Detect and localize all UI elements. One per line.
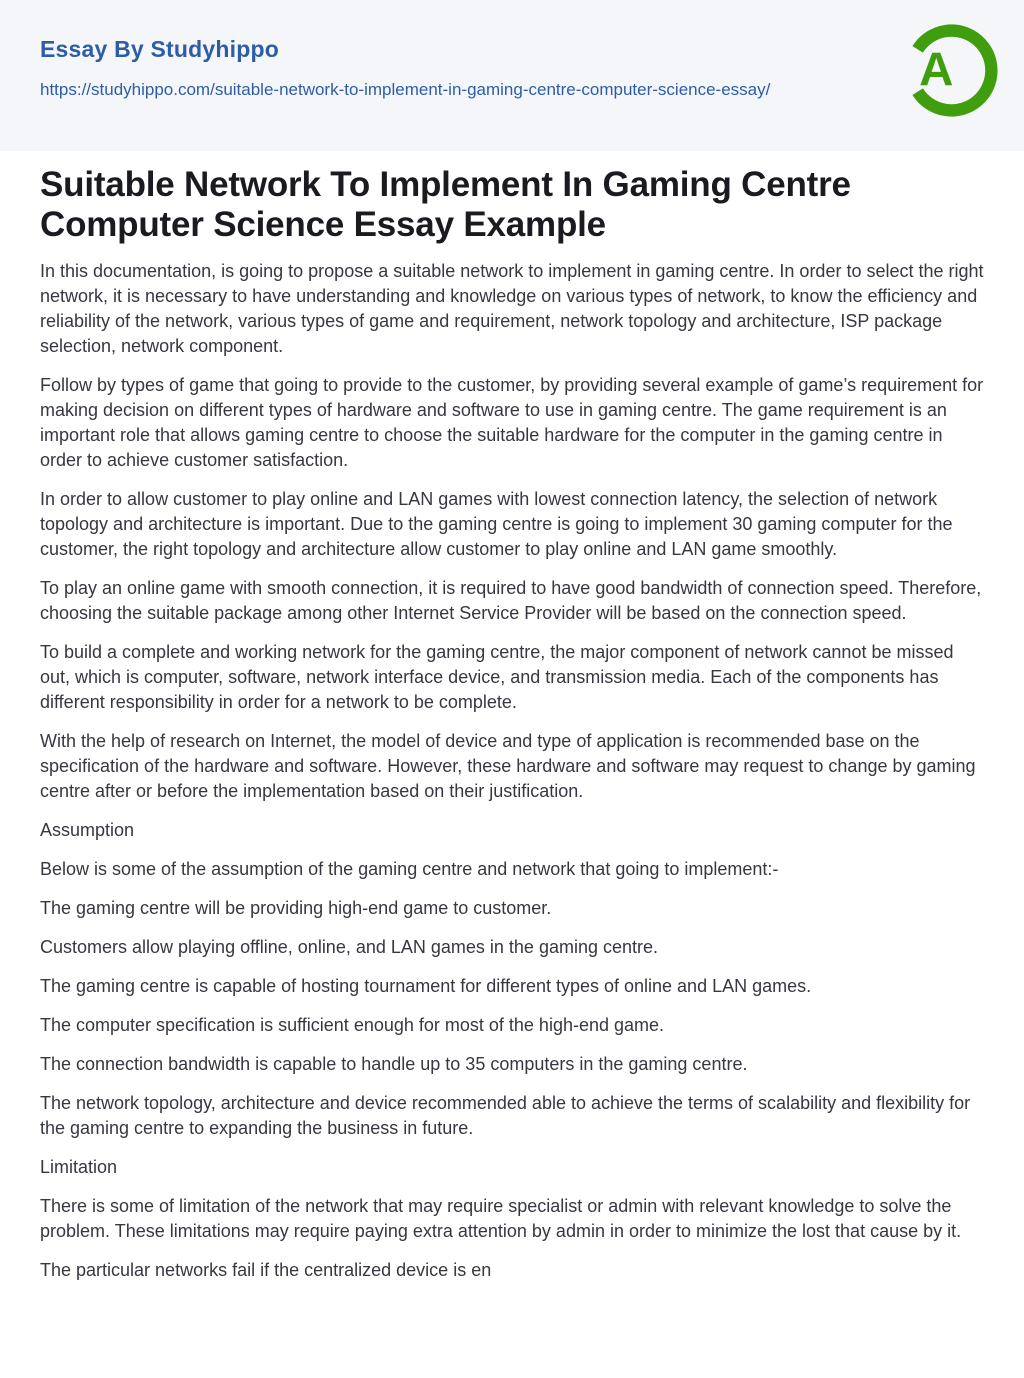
essay-paragraph: The gaming centre will be providing high-end game to customer. (40, 898, 552, 918)
essay-paragraph: Below is some of the assumption of the gaming centre and network that going to implement:- (40, 859, 779, 879)
essay-paragraph: In this documentation, is going to propose a suitable network to implement in gaming centre. In order to select the right network, it is necessary to have understanding and knowledge on various types of network, to know the efficiency and reliability of the network, various types of game and requirement, network topology and architecture, ISP package selection, network component. (40, 261, 984, 356)
essay-paragraph: With the help of research on Internet, the model of device and type of application is recommended base on the specification of the hardware and software. However, these hardware and software may request to change by gaming centre after or before the implementation based on their justification. (40, 731, 976, 801)
essay-title: Suitable Network To Implement In Gaming Centre Computer Science Essay Example (40, 165, 851, 244)
site-title: Essay By Studyhippo (40, 36, 279, 62)
essay-paragraph: The computer specification is sufficient enough for most of the high-end game. (40, 1015, 665, 1035)
essay-paragraph: Assumption (40, 820, 135, 840)
essay-paragraph: There is some of limitation of the network that may require specialist or admin with relevant knowledge to solve the problem. These limitations may require paying extra attention by admin in order to minimize the lost that cause by it. (40, 1196, 962, 1241)
essay-paragraph: To play an online game with smooth connection, it is required to have good bandwidth of connection speed. Therefore, choosing the suitable package among other Internet Service Provider will be based on the connection speed. (40, 578, 982, 623)
essay-paragraph: The particular networks fail if the centralized device is en (40, 1260, 492, 1280)
studyhippo-logo (904, 23, 999, 118)
essay-paragraph: The network topology, architecture and device recommended able to achieve the terms of scalability and flexibility for the gaming centre to expanding the business in future. (40, 1093, 971, 1138)
essay-paragraph: Limitation (40, 1157, 118, 1177)
essay-url-link[interactable]: https://studyhippo.com/suitable-network-to-implement-in-gaming-centre-computer-science-essay/ (40, 80, 771, 99)
essay-content (0, 151, 1024, 1283)
essay-paragraph: The gaming centre is capable of hosting tournament for different types of online and LAN games. (40, 976, 812, 996)
essay-paragraph: To build a complete and working network for the gaming centre, the major component of network cannot be missed out, which is computer, software, network interface device, and transmission media. Each of the components has different responsibility in order for a network to be complete. (40, 642, 954, 712)
essay-paragraph: In order to allow customer to play online and LAN games with lowest connection latency, the selection of network topology and architecture is important. Due to the gaming centre is going to implement 30 gaming computer for the customer, the right topology and architecture allow customer to play online and LAN game smoothly. (40, 489, 953, 559)
essay-body (40, 259, 984, 1283)
page-header (0, 0, 1024, 151)
essay-paragraph: The connection bandwidth is capable to handle up to 35 computers in the gaming centre. (40, 1054, 748, 1074)
studyhippo-logo-icon (904, 23, 999, 118)
essay-paragraph: Follow by types of game that going to provide to the customer, by providing several example of game’s requirement for making decision on different types of hardware and software to use in gaming centre. The game requirement is an important role that allows gaming centre to choose the suitable hardware for the computer in the gaming centre in order to achieve customer satisfaction. (40, 375, 984, 470)
essay-paragraph: Customers allow playing offline, online, and LAN games in the gaming centre. (40, 937, 659, 957)
logo-letter: A (919, 43, 954, 97)
